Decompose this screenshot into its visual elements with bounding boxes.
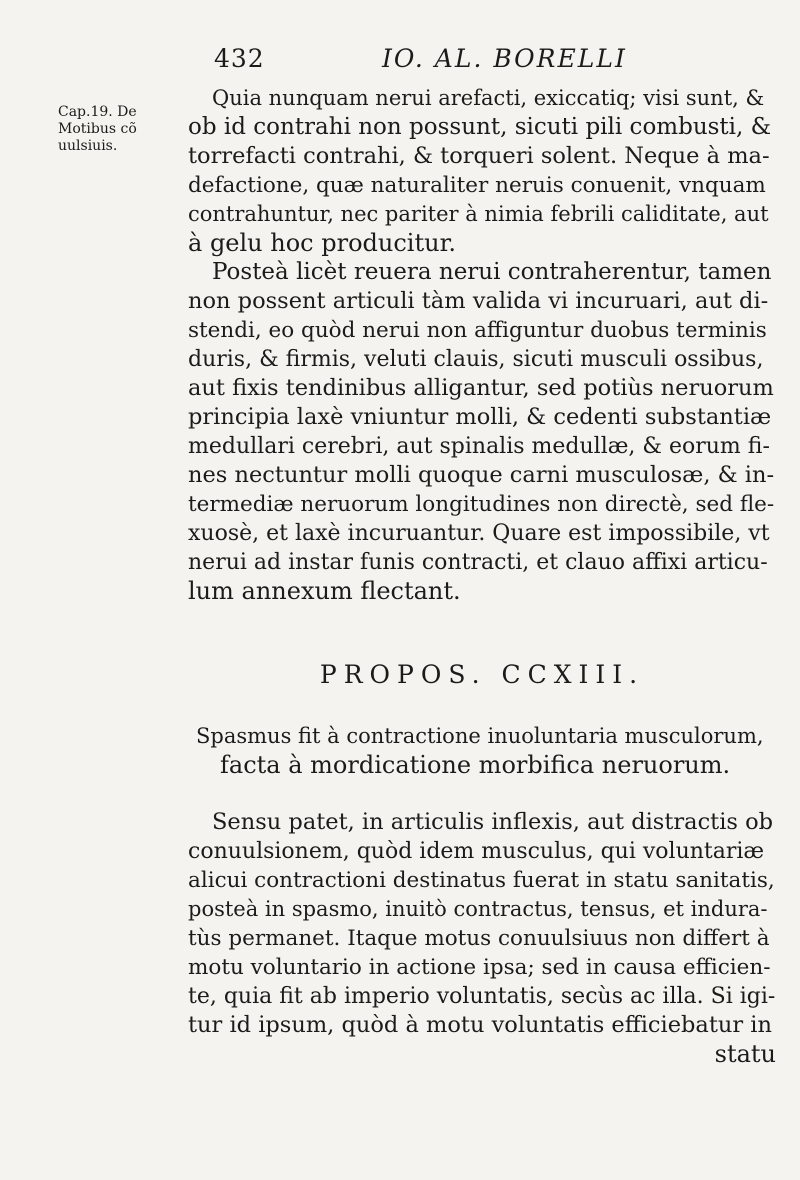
text-line: à gelu hoc producitur.: [188, 229, 457, 257]
text-line: lum annexum flectant.: [188, 577, 461, 605]
text-line: te, quia fit ab imperio voluntatis, secùs ac illa. Si igi-: [188, 984, 776, 1009]
text-line: Spasmus fit à contractione inuoluntaria musculorum,: [196, 724, 764, 748]
text-line: torrefacti contrahi, & torqueri solent. Neque à ma-: [188, 143, 770, 169]
text-line: nes nectuntur molli quoque carni musculosæ, & in-: [188, 462, 775, 488]
text-line: aut fixis tendinibus alligantur, sed potiùs neruorum: [188, 375, 774, 401]
text-line: stendi, eo quòd nerui non affiguntur duobus terminis: [188, 318, 767, 343]
text-line: duris, & firmis, veluti clauis, sicuti musculi ossibus,: [188, 347, 764, 372]
text-line: Quia nunquam nerui arefacti, exiccatiq; visi sunt, &: [212, 86, 765, 110]
text-line: termediæ neruorum longitudines non directè, sed fle-: [188, 492, 775, 517]
marginal-note-line: Cap.19. De: [58, 104, 137, 120]
text-line: tùs permanet. Itaque motus conuulsiuus non differt à: [188, 926, 770, 951]
text-line: contrahuntur, nec pariter à nimia febrili caliditate, aut: [188, 202, 769, 226]
running-head: [0, 44, 800, 84]
text-line: nerui ad instar funis contracti, et clauo affixi articu-: [188, 550, 768, 575]
text-line: principia laxè vniuntur molli, & cedenti substantiæ: [188, 404, 772, 430]
text-line: xuosè, et laxè incuruantur. Quare est impossibile, vt: [188, 521, 770, 546]
text-line: conuulsionem, quòd idem musculus, qui voluntariæ: [188, 839, 765, 864]
text-line: defactione, quæ naturaliter neruis conuenit, vnquam: [188, 173, 766, 198]
proposition-heading: PROPOS. CCXIII.: [319, 660, 645, 689]
text-line: Posteà licèt reuera nerui contraherentur, tamen: [212, 259, 772, 285]
marginal-note-line: uulsiuis.: [58, 138, 118, 154]
text-line: ob id contrahi non possunt, sicuti pili combusti, &: [188, 114, 772, 140]
marginal-note: [58, 104, 183, 155]
text-line: alicui contractioni destinatus fuerat in statu sanitatis,: [188, 868, 775, 893]
text-line: non possent articuli tàm valida vi incuruari, aut di-: [188, 288, 769, 314]
text-line: motu voluntario in actione ipsa; sed in causa efficien-: [188, 955, 771, 980]
text-line: medullari cerebri, aut spinalis medullæ, & eorum fi-: [188, 434, 770, 459]
paragraph-3: [188, 808, 776, 1069]
proposition-statement: [196, 722, 776, 780]
text-line: facta à mordicatione morbifica neruorum.: [220, 751, 731, 779]
text-line: tur id ipsum, quòd à motu voluntatis efficiebatur in: [188, 1012, 772, 1038]
catchword: statu: [714, 1040, 776, 1068]
running-title: IO. AL. BORELLI: [382, 44, 627, 73]
text-line: Sensu patet, in articulis inflexis, aut distractis ob: [212, 809, 774, 835]
paragraph-1: [188, 84, 776, 606]
text-line: posteà in spasmo, inuitò contractus, tensus, et indura-: [188, 897, 768, 921]
marginal-note-line: Motibus cõ: [58, 121, 137, 137]
page-number: 432: [214, 44, 265, 73]
